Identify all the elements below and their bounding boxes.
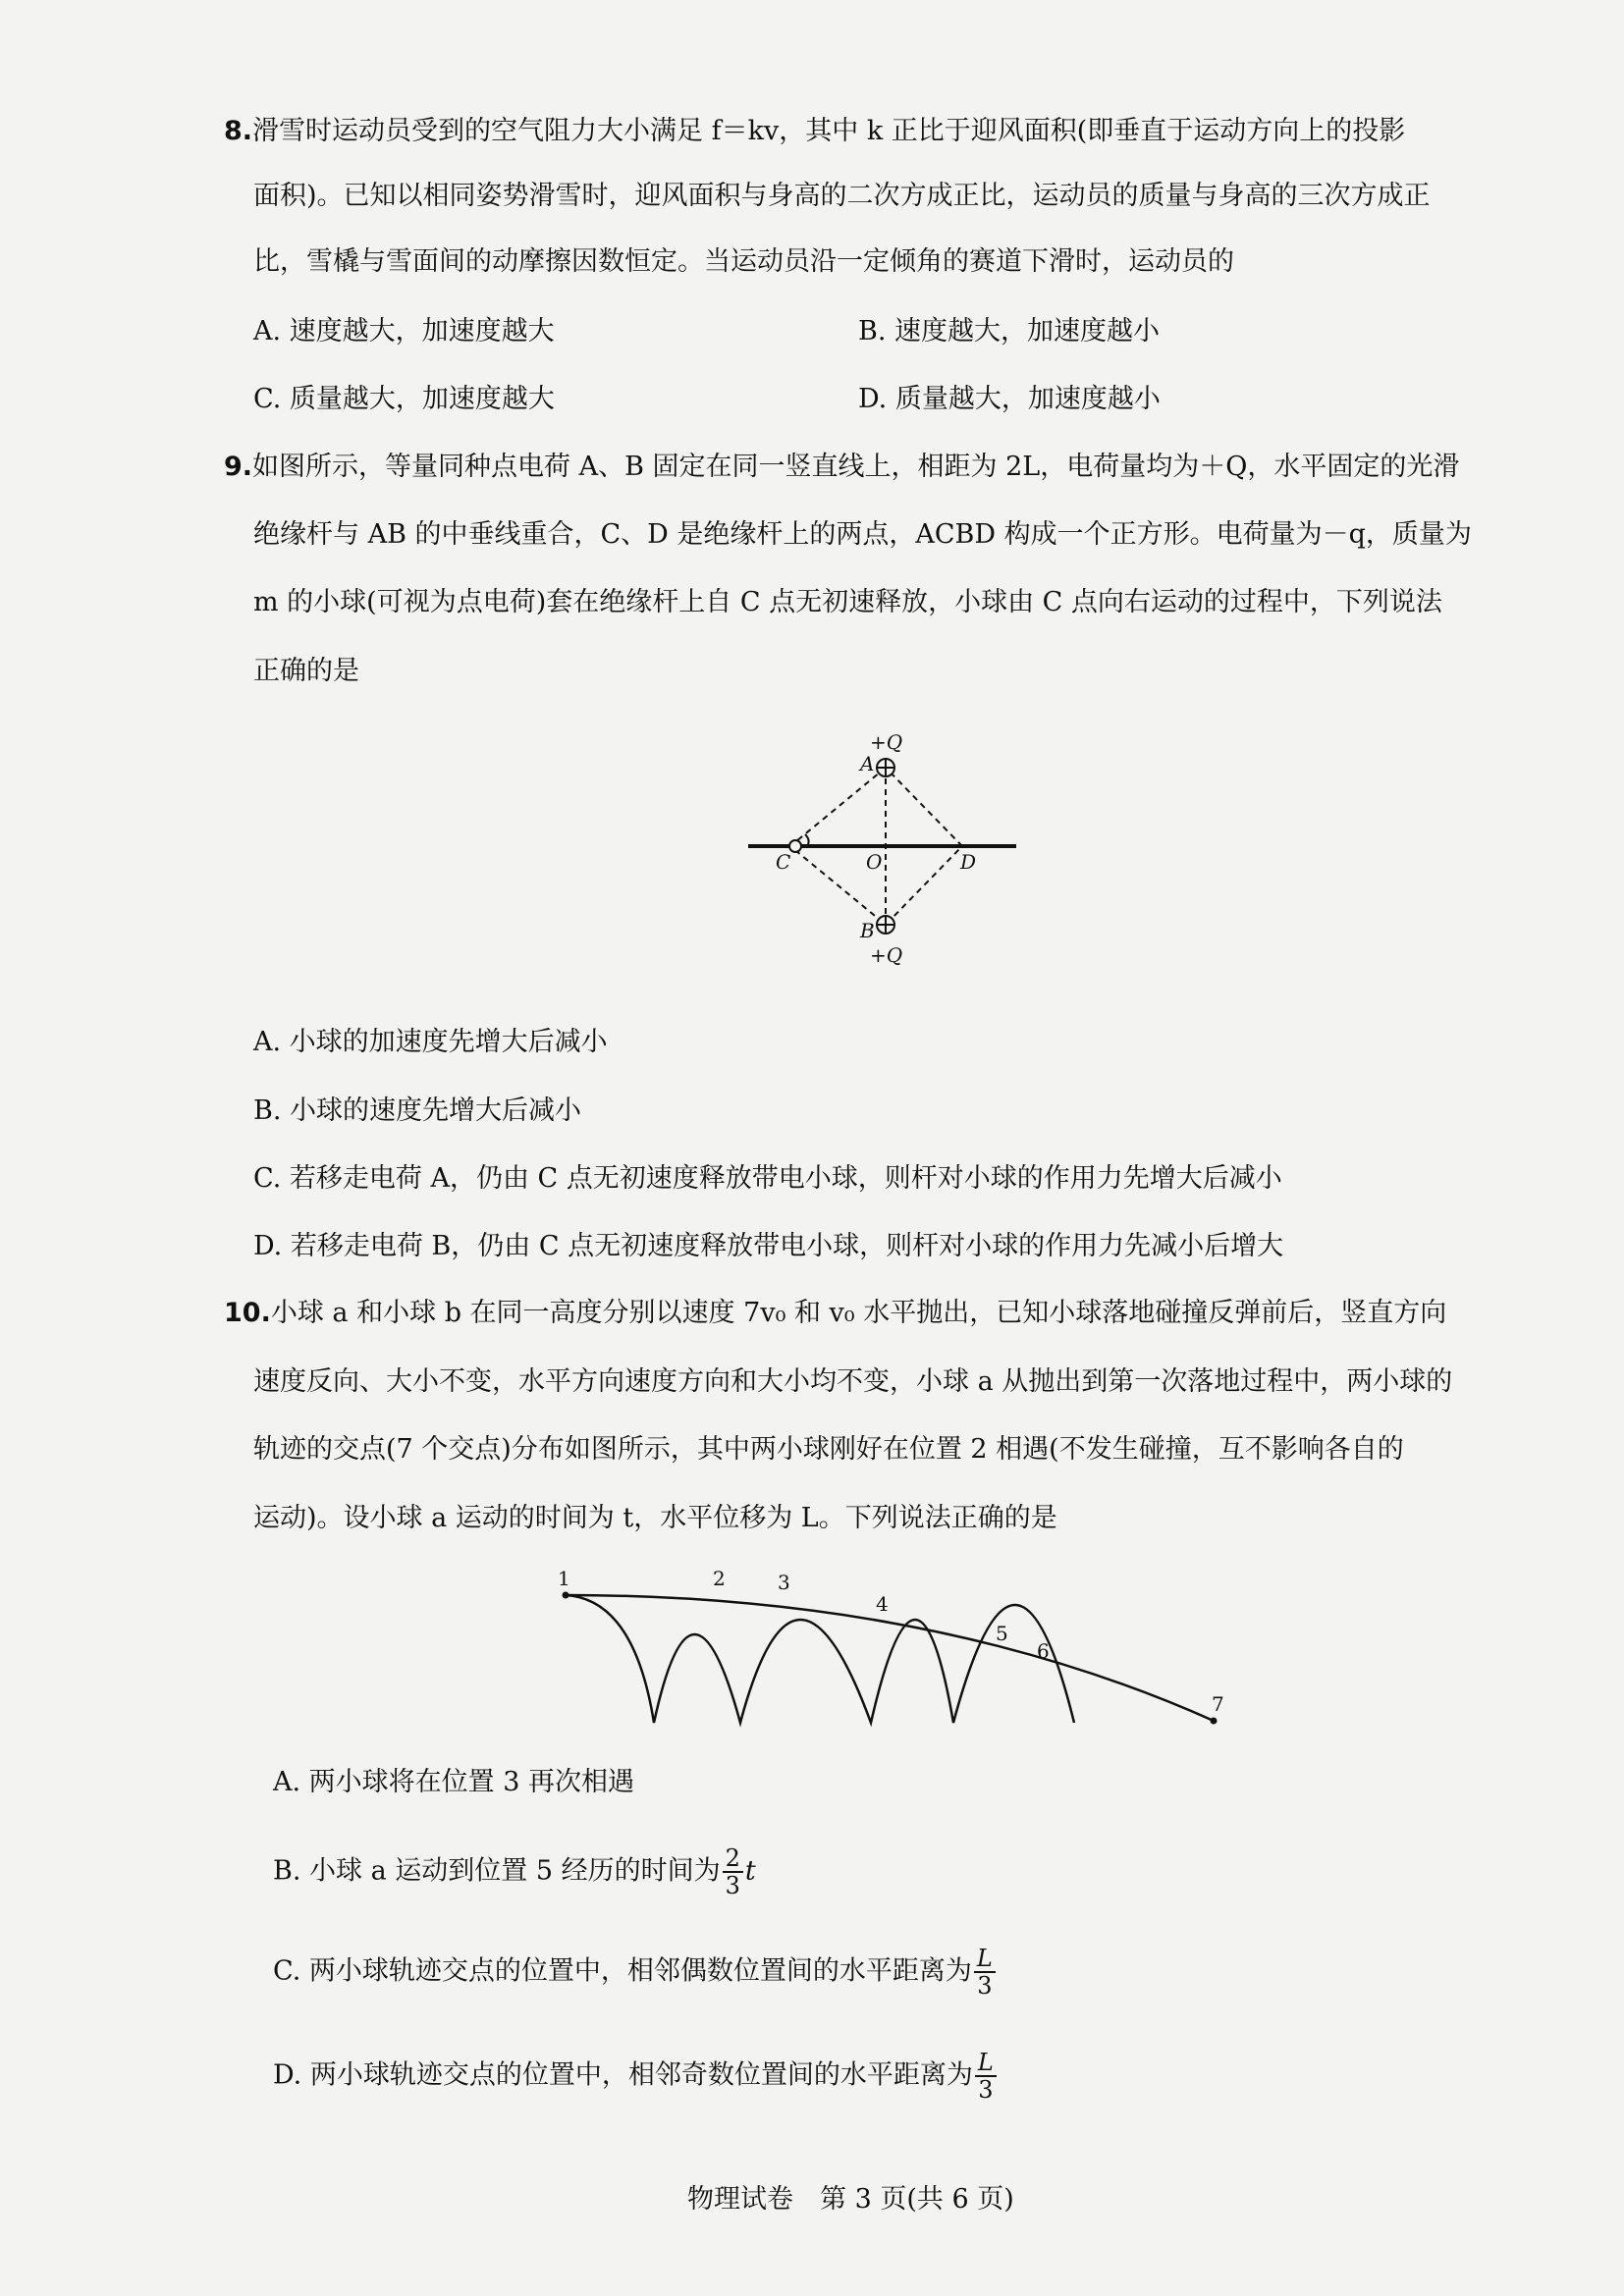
fraction-denominator: 3 — [978, 2076, 994, 2104]
point-6-label: 6 — [1037, 1639, 1050, 1663]
label-a: A — [860, 752, 875, 775]
q9-text-1: 如图所示，等量同种点电荷 A、B 固定在同一竖直线上，相距为 2L，电荷量均为＋Q，水平固定的光滑 — [252, 452, 1460, 482]
q10-option-b-var: t — [744, 1855, 756, 1887]
point-3-label: 3 — [778, 1571, 790, 1594]
q8-option-a: A. 速度越大，加速度越大 — [253, 316, 555, 347]
label-d: D — [960, 850, 977, 874]
q10-option-c-text: C. 两小球轨迹交点的位置中，相邻偶数位置间的水平距离为 — [273, 1955, 972, 1987]
q10-option-c — [273, 1946, 998, 1999]
fraction-denominator: 3 — [725, 1872, 740, 1899]
ball-icon — [789, 840, 801, 852]
q8-number: 8. — [224, 116, 253, 146]
point-4-label: 4 — [876, 1592, 889, 1616]
label-o: O — [866, 850, 883, 874]
q8-option-b: B. 速度越大，加速度越小 — [858, 316, 1161, 347]
fraction-numerator: 2 — [723, 1845, 743, 1873]
start-point — [563, 1592, 569, 1599]
q10-line-1 — [224, 1294, 1446, 1333]
q10-line-4: 运动)。设小球 a 运动的时间为 t，水平位移为 L。下列说法正确的是 — [253, 1503, 1057, 1533]
fraction-numerator: L — [974, 1946, 996, 1973]
label-b: B — [860, 919, 875, 942]
q10-option-d-text: D. 两小球轨迹交点的位置中，相邻奇数位置间的水平距离为 — [273, 2059, 973, 2091]
q9-option-a: A. 小球的加速度先增大后减小 — [253, 1027, 608, 1057]
q10-text-1: 小球 a 和小球 b 在同一高度分别以速度 7v₀ 和 v₀ 水平抛出，已知小球落地碰撞反弹前后，竖直方向 — [270, 1298, 1447, 1328]
point-7-label: 7 — [1212, 1692, 1224, 1716]
point-5-label: 5 — [996, 1622, 1008, 1645]
q10-line-3: 轨迹的交点(7 个交点)分布如图所示，其中两小球刚好在位置 2 相遇(不发生碰撞，互不影响各自的 — [253, 1434, 1404, 1465]
q10-line-2: 速度反向、大小不变，水平方向速度方向和大小均不变，小球 a 从抛出到第一次落地过程中，两小球的 — [253, 1366, 1453, 1397]
q8-line-2: 面积)。已知以相同姿势滑雪时，迎风面积与身高的二次方成正比，运动员的质量与身高的三次方成正 — [253, 181, 1431, 211]
fraction-denominator: 3 — [977, 1972, 993, 2000]
q10-option-b — [273, 1845, 756, 1898]
label-top-charge: +Q — [870, 730, 903, 754]
q10-option-d — [273, 2050, 999, 2103]
q9-option-d: D. 若移走电荷 B，仍由 C 点无初速度释放带电小球，则杆对小球的作用力先减小后增大 — [253, 1231, 1284, 1261]
q10-trajectory-diagram — [540, 1556, 1247, 1737]
q9-option-b: B. 小球的速度先增大后减小 — [253, 1095, 582, 1126]
point-2-label: 2 — [713, 1567, 726, 1590]
point-1-label: 1 — [558, 1567, 570, 1590]
q10-option-a: A. 两小球将在位置 3 再次相遇 — [273, 1767, 635, 1797]
q9-square-diagram — [727, 721, 1041, 977]
q10-option-c-fraction — [974, 1946, 996, 1999]
charge-b-icon — [877, 916, 894, 934]
q8-option-c: C. 质量越大，加速度越大 — [253, 384, 555, 414]
q8-line-3: 比，雪橇与雪面间的动摩擦因数恒定。当运动员沿一定倾角的赛道下滑时，运动员的 — [253, 246, 1234, 277]
q9-option-c: C. 若移走电荷 A，仍由 C 点无初速度释放带电小球，则杆对小球的作用力先增大后减小 — [253, 1163, 1282, 1194]
end-point — [1211, 1718, 1218, 1725]
q10-number: 10. — [224, 1298, 271, 1328]
page-footer: 物理试卷 第 3 页(共 6 页) — [687, 2184, 1014, 2215]
q8-text-1: 滑雪时运动员受到的空气阻力大小满足 f＝kv，其中 k 正比于迎风面积(即垂直于运动方向上的投影 — [252, 116, 1406, 146]
charge-a-icon — [877, 759, 894, 776]
label-c: C — [776, 850, 791, 874]
q10-option-d-fraction — [975, 2050, 997, 2103]
label-bottom-charge: +Q — [870, 943, 903, 967]
fraction-numerator: L — [975, 2050, 997, 2077]
q10-option-b-fraction — [723, 1845, 743, 1898]
q9-line-3: m 的小球(可视为点电荷)套在绝缘杆上自 C 点无初速释放，小球由 C 点向右运动的过程中，下列说法 — [253, 587, 1442, 617]
ball-b-trajectory — [566, 1595, 1074, 1723]
q9-line-1 — [224, 448, 1459, 487]
q8-option-d: D. 质量越大，加速度越小 — [858, 384, 1161, 414]
q9-number: 9. — [224, 452, 253, 482]
q10-option-b-text: B. 小球 a 运动到位置 5 经历的时间为 — [273, 1855, 721, 1887]
q9-line-4: 正确的是 — [253, 656, 359, 686]
q9-line-2: 绝缘杆与 AB 的中垂线重合，C、D 是绝缘杆上的两点，ACBD 构成一个正方形。电荷量为－q，质量为 — [253, 519, 1472, 550]
q8-line-1 — [224, 112, 1405, 151]
